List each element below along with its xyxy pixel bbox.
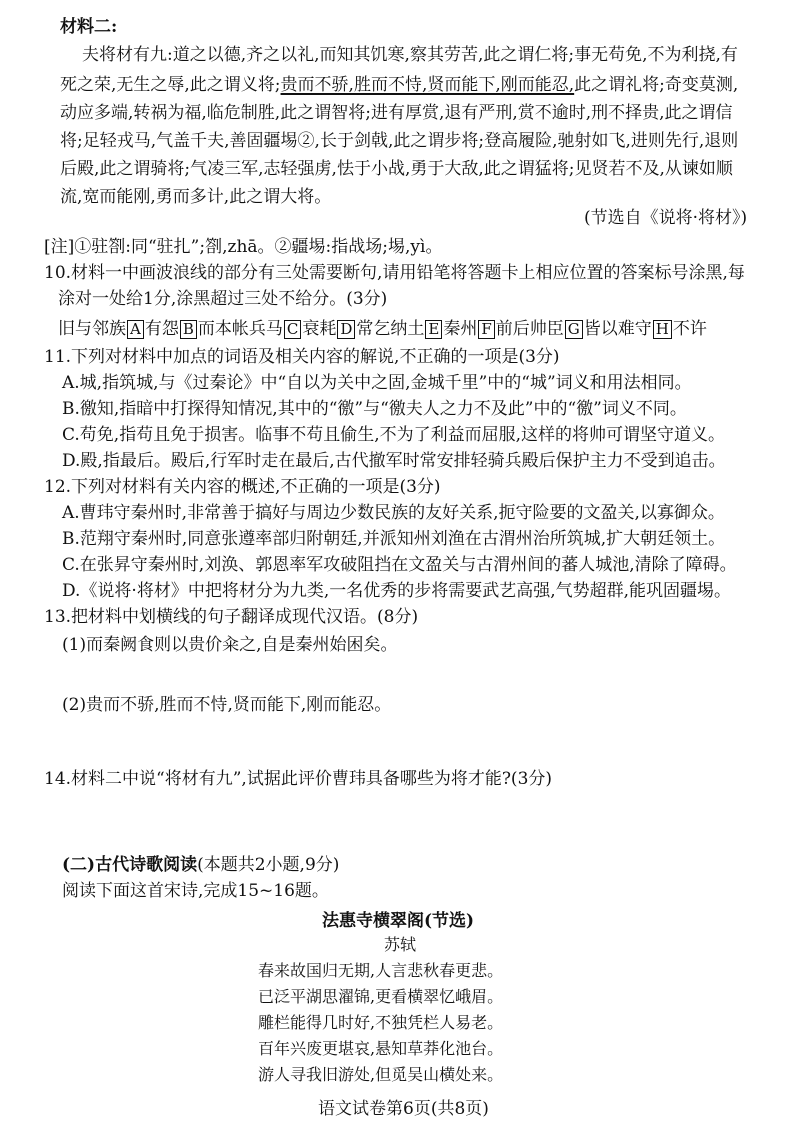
q10-line-2: 涂对一处给1分,涂黑超过三处不给分。(3分): [58, 289, 388, 309]
q12-option-b: B.范翔守秦州时,同意张遵率部归附朝廷,并派知州刘渔在古渭州治所筑城,扩大朝廷领土。: [62, 529, 726, 549]
q10-seg-text: 前后帅臣: [495, 319, 564, 339]
poem-line-1: 春来故国归无期,人言悲秋春更悲。: [258, 961, 504, 980]
q11-option-c: C.苟免,指苟且免于损害。临事不苟且偷生,不为了利益而屈服,这样的将帅可谓坚守道义。: [62, 425, 726, 445]
q10-seg-text: 有怨: [144, 319, 179, 339]
q14-stem: 14.材料二中说“将材有九”,试据此评价曹玮具备哪些为将才能?(3分): [44, 769, 553, 789]
q10-seg-text: 秦州: [443, 319, 478, 339]
page-footer: 语文试卷第6页(共8页): [318, 1099, 489, 1119]
section2-heading: [62, 852, 339, 878]
section2-heading-title: (二)古代诗歌阅读: [62, 855, 198, 875]
poem-line-4: 百年兴废更堪哀,悬知草莽化池台。: [258, 1039, 504, 1058]
q12-option-c: C.在张昇守秦州时,刘涣、郭恩率军攻破阻挡在文盈关与古渭州间的蕃人城池,清除了障碍。: [62, 555, 737, 575]
section2-intro: 阅读下面这首宋诗,完成15~16题。: [62, 881, 329, 901]
q13-stem: 13.把材料中划横线的句子翻译成现代汉语。(8分): [44, 607, 419, 627]
q10-seg-text: 皆以难守: [583, 319, 652, 339]
poem-line-3: 雕栏能得几时好,不独凭栏人易老。: [258, 1013, 504, 1032]
q12-option-d: D.《说将·将材》中把将材分为九类,一名优秀的步将需要武艺高强,气势超群,能巩固疆埸。: [62, 581, 732, 601]
q10-line-1: 10.材料一中画波浪线的部分有三处需要断句,请用铅笔将答题卡上相应位置的答案标号涂黑,每: [44, 263, 745, 283]
q10-option-box: H: [653, 320, 672, 339]
q12-stem: 12.下列对材料有关内容的概述,不正确的一项是(3分): [44, 477, 441, 497]
q12-option-a: A.曹玮守秦州时,非常善于搞好与周边少数民族的友好关系,扼守险要的文盈关,以寡御众。: [62, 503, 725, 523]
q13-sentence-1: (1)而秦阙食则以贵价籴之,自是秦州始困矣。: [62, 635, 398, 655]
q10-seg-text: 衰耗: [302, 319, 337, 339]
material2-line-6: 流,宽而能刚,勇而多计,此之谓大将。: [60, 187, 332, 207]
material2-line-2c: 此之谓礼将;奇变莫测,: [574, 75, 739, 95]
q10-option-box: D: [337, 320, 355, 339]
section2-heading-note: (本题共2小题,9分): [197, 855, 340, 875]
q10-seg-text: 旧与邻族: [58, 319, 126, 339]
q10-option-box: C: [284, 320, 301, 339]
q10-seg-text: 常乞纳土: [356, 319, 425, 339]
material2-line-1: 夫将材有九:道之以德,齐之以礼,而知其饥寒,察其劳苦,此之谓仁将;事无苟免,不为利挠,有: [82, 45, 738, 65]
poem-title: 法惠寺横翠阁(节选): [322, 911, 475, 931]
material2-line-4: 将;足轻戎马,气盖千夫,善固疆埸②,长于剑戟,此之谓步将;登高履险,驰射如飞,进则先行,退则: [60, 131, 739, 151]
q13-sentence-2: (2)贵而不骄,胜而不恃,贤而能下,刚而能忍。: [62, 695, 392, 715]
q10-option-box: F: [478, 320, 494, 339]
q10-option-box: A: [127, 320, 144, 339]
material2-line-2: [60, 72, 738, 98]
poem-line-5: 游人寻我旧游处,但觅吴山横处来。: [258, 1065, 504, 1084]
q10-seg-text: 而本帐兵马: [197, 319, 283, 339]
material2-line-2a: 死之荣,无生之辱,此之谓义将;: [60, 75, 281, 95]
q11-option-d: D.殿,指最后。殿后,行军时走在最后,古代撤军时常安排轻骑兵殿后保护主力不受到追击。: [62, 451, 726, 471]
q10-option-box: G: [565, 320, 583, 339]
q10-seg-text: 不许: [672, 319, 707, 339]
q11-option-a: A.城,指筑城,与《过秦论》中“自以为关中之固,金城千里”中的“城”词义和用法相同。: [62, 373, 692, 393]
q10-option-box: E: [425, 320, 442, 339]
q10-option-box: B: [180, 320, 197, 339]
poem-author: 苏轼: [384, 935, 417, 954]
material2-line-3: 动应多端,转祸为福,临危制胜,此之谓智将;进有厚赏,退有严刑,赏不逾时,刑不择贵,此之谓信: [60, 103, 733, 123]
material2-source: (节选自《说将·将材》): [584, 208, 748, 228]
q11-stem: 11.下列对材料中加点的词语及相关内容的解说,不正确的一项是(3分): [44, 347, 560, 367]
annotation-note: [注]①驻劄:同“驻扎”;劄,zhā。②疆埸:指战场;埸,yì。: [44, 237, 443, 257]
q10-segments: [58, 316, 707, 342]
material2-heading: 材料二:: [60, 17, 118, 37]
q11-option-b: B.徼知,指暗中打探得知情况,其中的“徼”与“徼夫人之力不及此”中的“徼”词义不同。: [62, 399, 687, 419]
underlined-sentence: 贵而不骄,胜而不恃,贤而能下,刚而能忍,: [280, 75, 575, 95]
material2-line-5: 后殿,此之谓骑将;气凌三军,志轻强虏,怯于小战,勇于大敌,此之谓猛将;见贤若不及,从谏如顺: [60, 159, 733, 179]
poem-line-2: 已泛平湖思濯锦,更看横翠忆峨眉。: [258, 987, 504, 1006]
